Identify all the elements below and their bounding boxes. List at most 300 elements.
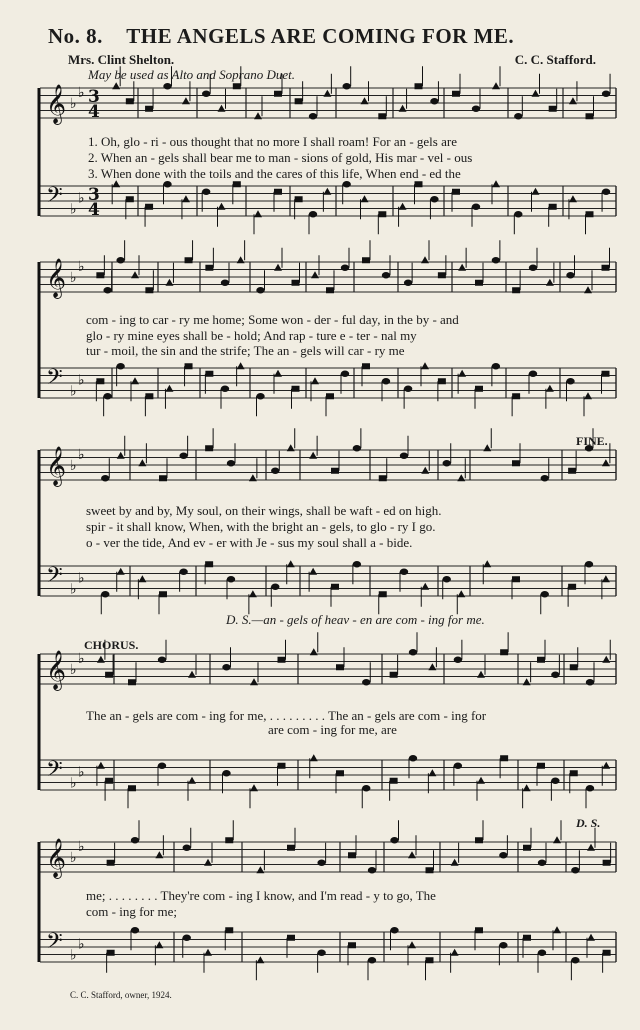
treble-clef-icon: 𝄞 <box>46 84 67 124</box>
note-head <box>310 648 318 655</box>
note-head <box>331 468 339 474</box>
note-head <box>483 444 491 451</box>
note-head <box>331 584 339 590</box>
note-head <box>541 475 549 481</box>
note-head <box>586 113 594 119</box>
note-head <box>602 91 610 97</box>
note-head <box>155 941 163 948</box>
lyric-text: glo - ry mine eyes shall be - hold; And rap - ture e - ter - nal my <box>86 328 417 343</box>
lyric-text: com - ing for me; <box>86 904 177 919</box>
note-head <box>204 949 212 956</box>
note-head <box>295 196 303 202</box>
note-head <box>426 957 434 963</box>
flat-icon: ♭ <box>70 270 77 286</box>
note-head <box>287 935 295 941</box>
lyric-line <box>0 904 640 922</box>
note-head <box>523 678 531 685</box>
note-head <box>399 203 407 210</box>
note-head <box>475 386 483 392</box>
note-head <box>138 459 146 466</box>
note-head <box>602 575 610 582</box>
note-head <box>514 113 522 119</box>
note-head <box>603 950 611 956</box>
note-head <box>602 459 610 466</box>
note-head <box>256 393 264 399</box>
note-head <box>378 211 386 217</box>
note-head <box>295 98 303 104</box>
note-head <box>287 845 295 851</box>
lyric-text: The an - gels are com - ing for me, . . . . . . . . . The an - gels are com - ing for <box>86 708 487 723</box>
note-head <box>237 256 245 263</box>
note-head <box>546 279 554 286</box>
note-head <box>309 452 317 459</box>
note-head <box>204 859 212 866</box>
note-head <box>218 203 226 210</box>
note-head <box>227 576 235 582</box>
note-head <box>271 584 279 590</box>
note-head <box>400 569 408 575</box>
note-head <box>103 287 111 293</box>
note-head <box>382 378 390 384</box>
note-head <box>514 211 522 217</box>
note-head <box>492 82 500 89</box>
lyric-text: o - ver the tide, And ev - er with Je - sus my soul shall a - bide. <box>86 535 413 550</box>
hymn-number: No. 8. <box>48 24 103 48</box>
note-head <box>538 950 546 956</box>
note-head <box>105 672 113 678</box>
note-head <box>138 575 146 582</box>
note-head <box>390 927 398 933</box>
lyric-text: 1. Oh, glo - ri - ous thought that no more I shall roam! For an - gels are <box>88 134 457 149</box>
note-head <box>323 188 331 195</box>
bass-clef-icon: 𝄢 <box>46 365 63 395</box>
note-head <box>112 82 120 89</box>
note-head <box>101 475 109 481</box>
note-head <box>549 204 557 210</box>
note-head <box>183 935 191 941</box>
note-head <box>158 763 166 769</box>
flat-icon: ♭ <box>78 936 85 953</box>
note-head <box>428 769 436 776</box>
lyric-line <box>0 535 640 553</box>
note-head <box>553 926 561 933</box>
note-head <box>101 591 109 597</box>
note-head <box>292 280 300 286</box>
note-head <box>278 763 286 769</box>
lyric-text: 3. When done with the toils and the cares of this life, When end - ed the <box>88 166 461 181</box>
note-head <box>271 468 279 474</box>
note-head <box>131 927 139 933</box>
note-head <box>438 378 446 384</box>
note-head <box>323 90 331 97</box>
note-head <box>254 210 262 217</box>
note-head <box>585 561 593 567</box>
note-head <box>451 859 459 866</box>
note-head <box>145 204 153 210</box>
note-head <box>274 370 282 377</box>
note-head <box>390 778 398 784</box>
note-head <box>499 942 507 948</box>
note-head <box>512 460 520 466</box>
flat-icon: ♭ <box>70 201 77 218</box>
note-head <box>586 211 594 217</box>
note-head <box>458 264 466 271</box>
note-head <box>188 671 196 678</box>
note-head <box>163 83 171 89</box>
note-head <box>222 770 230 776</box>
note-head <box>311 271 319 278</box>
note-head <box>499 852 507 858</box>
flat-icon: ♭ <box>70 850 77 866</box>
note-head <box>586 785 594 791</box>
note-head <box>428 663 436 670</box>
note-head <box>570 664 578 670</box>
note-head <box>500 649 508 655</box>
note-head <box>131 377 139 384</box>
note-head <box>254 112 262 119</box>
note-head <box>404 386 412 392</box>
note-head <box>97 656 105 663</box>
note-head <box>287 560 295 567</box>
note-head <box>361 97 369 104</box>
note-head <box>426 867 434 873</box>
chorus-marker: CHORUS. <box>84 638 139 652</box>
note-head <box>408 941 416 948</box>
note-head <box>458 370 466 377</box>
bass-clef-icon: 𝄢 <box>46 183 63 213</box>
flat-icon: ♭ <box>78 190 85 207</box>
note-head <box>103 393 111 399</box>
note-head <box>409 649 417 655</box>
note-head <box>569 195 577 202</box>
note-head <box>131 837 139 843</box>
lyric-text: sweet by and by, My soul, on their wings, shall be waft - ed on high. <box>86 503 442 518</box>
note-head <box>96 378 104 384</box>
lyric-text: tur - moil, the sin and the strife; The an - gels will car - ry me <box>86 343 405 358</box>
treble-clef-icon: 𝄞 <box>46 258 67 298</box>
note-head <box>353 445 361 451</box>
note-head <box>400 453 408 459</box>
note-head <box>292 386 300 392</box>
note-head <box>529 371 537 377</box>
note-head <box>368 867 376 873</box>
note-head <box>116 257 124 263</box>
note-head <box>472 204 480 210</box>
time-signature-digit: 3 <box>88 185 100 205</box>
lyric-line <box>0 722 640 740</box>
note-head <box>569 97 577 104</box>
flat-icon: ♭ <box>70 947 77 964</box>
flat-icon: ♭ <box>70 458 77 474</box>
note-head <box>492 363 500 369</box>
note-head <box>348 942 356 948</box>
note-head <box>362 785 370 791</box>
note-head <box>362 363 370 369</box>
note-head <box>116 363 124 369</box>
copyright-footer: C. C. Stafford, owner, 1924. <box>70 990 172 1000</box>
bass-clef-icon: 𝄢 <box>46 563 63 593</box>
flat-icon: ♭ <box>70 775 77 792</box>
note-head <box>570 770 578 776</box>
lyric-text: spir - it shall know, When, with the bright an - gels, to glo - ry I go. <box>86 519 436 534</box>
note-head <box>566 378 574 384</box>
note-head <box>368 957 376 963</box>
flat-icon: ♭ <box>70 662 77 678</box>
note-head <box>421 362 429 369</box>
note-head <box>587 934 595 941</box>
note-head <box>529 265 537 271</box>
note-head <box>568 584 576 590</box>
note-head <box>145 393 153 399</box>
note-head <box>274 91 282 97</box>
flat-icon: ♭ <box>78 446 85 463</box>
note-head <box>452 91 460 97</box>
note-head <box>97 762 105 769</box>
flat-icon: ♭ <box>78 764 85 781</box>
note-head <box>310 754 318 761</box>
note-head <box>454 657 462 663</box>
note-head <box>126 98 134 104</box>
note-head <box>274 189 282 195</box>
note-head <box>390 837 398 843</box>
flat-icon: ♭ <box>70 96 77 112</box>
note-head <box>128 679 136 685</box>
note-head <box>603 860 611 866</box>
note-head <box>549 106 557 112</box>
note-head <box>159 475 167 481</box>
note-head <box>602 762 610 769</box>
time-signature-digit: 4 <box>88 200 100 220</box>
ds-lyric-line <box>0 612 640 630</box>
flat-icon: ♭ <box>78 84 85 101</box>
note-head <box>430 196 438 202</box>
note-head <box>311 377 319 384</box>
note-head <box>317 950 325 956</box>
lyricist-credit: Mrs. Clint Shelton. <box>68 52 175 67</box>
flat-icon: ♭ <box>78 570 85 587</box>
flat-icon: ♭ <box>78 838 85 855</box>
time-signature-digit: 3 <box>88 87 100 107</box>
note-head <box>430 98 438 104</box>
note-head <box>233 83 241 89</box>
note-head <box>602 265 610 271</box>
performance-note: May be used as Alto and Soprano Duet. <box>88 67 296 82</box>
note-head <box>409 755 417 761</box>
note-head <box>362 679 370 685</box>
note-head <box>341 371 349 377</box>
note-head <box>96 272 104 278</box>
flat-icon: ♭ <box>78 650 85 667</box>
note-head <box>182 97 190 104</box>
note-head <box>131 271 139 278</box>
note-head <box>546 385 554 392</box>
note-head <box>237 362 245 369</box>
note-head <box>326 287 334 293</box>
note-head <box>512 576 520 582</box>
note-head <box>165 385 173 392</box>
note-head <box>390 672 398 678</box>
note-head <box>205 445 213 451</box>
note-head <box>249 474 257 481</box>
note-head <box>117 568 125 575</box>
note-head <box>586 679 594 685</box>
note-head <box>551 778 559 784</box>
note-head <box>538 860 546 866</box>
note-head <box>128 785 136 791</box>
note-head <box>378 113 386 119</box>
note-head <box>202 91 210 97</box>
note-head <box>475 837 483 843</box>
note-head <box>256 287 264 293</box>
note-head <box>571 957 579 963</box>
note-head <box>227 460 235 466</box>
note-head <box>348 852 356 858</box>
note-head <box>249 590 257 597</box>
note-head <box>225 927 233 933</box>
note-head <box>483 560 491 567</box>
composer-credit: C. C. Stafford. <box>514 52 596 67</box>
note-head <box>361 195 369 202</box>
note-head <box>472 106 480 112</box>
note-head <box>225 837 233 843</box>
note-head <box>566 272 574 278</box>
note-head <box>537 657 545 663</box>
note-head <box>379 475 387 481</box>
note-head <box>205 371 213 377</box>
note-head <box>454 763 462 769</box>
note-head <box>457 590 465 597</box>
note-head <box>353 561 361 567</box>
note-head <box>584 286 592 293</box>
note-head <box>523 784 531 791</box>
note-head <box>218 105 226 112</box>
note-head <box>602 656 610 663</box>
note-head <box>532 188 540 195</box>
note-head <box>584 392 592 399</box>
note-head <box>221 386 229 392</box>
note-head <box>205 561 213 567</box>
note-head <box>551 672 559 678</box>
note-head <box>287 444 295 451</box>
note-head <box>342 83 350 89</box>
note-head <box>379 591 387 597</box>
note-head <box>336 770 344 776</box>
note-head <box>404 280 412 286</box>
hymn-title: THE ANGELS ARE COMING FOR ME. <box>126 24 515 48</box>
note-head <box>256 956 264 963</box>
note-head <box>382 272 390 278</box>
note-head <box>185 363 193 369</box>
bass-clef-icon: 𝄢 <box>46 929 63 959</box>
treble-clef-icon: 𝄞 <box>46 838 67 878</box>
note-head <box>222 664 230 670</box>
note-head <box>408 851 416 858</box>
fine-marker: FINE. <box>576 434 608 448</box>
note-head <box>477 671 485 678</box>
note-head <box>309 113 317 119</box>
note-head <box>182 195 190 202</box>
note-head <box>443 460 451 466</box>
note-head <box>475 280 483 286</box>
note-head <box>421 467 429 474</box>
note-head <box>537 763 545 769</box>
ds-lyric-text: D. S.—an - gels of heav - en are com - ing for me. <box>226 612 485 627</box>
note-head <box>443 576 451 582</box>
note-head <box>399 105 407 112</box>
note-head <box>523 845 531 851</box>
note-head <box>309 568 317 575</box>
note-head <box>602 371 610 377</box>
treble-clef-icon: 𝄞 <box>46 650 67 690</box>
flat-icon: ♭ <box>78 372 85 389</box>
note-head <box>571 867 579 873</box>
note-head <box>492 257 500 263</box>
note-head <box>278 657 286 663</box>
note-head <box>107 860 115 866</box>
note-head <box>326 393 334 399</box>
note-head <box>336 664 344 670</box>
note-head <box>438 272 446 278</box>
note-head <box>126 196 134 202</box>
note-head <box>317 860 325 866</box>
note-head <box>155 851 163 858</box>
note-head <box>158 657 166 663</box>
note-head <box>250 678 258 685</box>
note-head <box>309 211 317 217</box>
note-head <box>145 106 153 112</box>
note-head <box>568 468 576 474</box>
note-head <box>117 452 125 459</box>
note-head <box>415 83 423 89</box>
note-head <box>477 777 485 784</box>
note-head <box>500 755 508 761</box>
note-head <box>188 777 196 784</box>
note-head <box>451 949 459 956</box>
lyric-text: are com - ing for me, are <box>268 722 397 737</box>
note-head <box>362 257 370 263</box>
note-head <box>457 474 465 481</box>
note-head <box>202 189 210 195</box>
note-head <box>179 453 187 459</box>
note-head <box>523 935 531 941</box>
flat-icon: ♭ <box>78 258 85 275</box>
flat-icon: ♭ <box>70 581 77 598</box>
treble-clef-icon: 𝄞 <box>46 446 67 486</box>
note-head <box>221 280 229 286</box>
lyric-line <box>0 343 640 361</box>
note-head <box>105 778 113 784</box>
note-head <box>165 279 173 286</box>
note-head <box>553 836 561 843</box>
note-head <box>421 583 429 590</box>
note-head <box>587 844 595 851</box>
bass-clef-icon: 𝄢 <box>46 757 63 787</box>
note-head <box>541 591 549 597</box>
note-head <box>452 189 460 195</box>
lyric-text: com - ing to car - ry me home; Some won - der - ful day, in the by - and <box>86 312 459 327</box>
time-signature-digit: 4 <box>88 102 100 122</box>
note-head <box>145 287 153 293</box>
note-head <box>341 265 349 271</box>
flat-icon: ♭ <box>70 383 77 400</box>
note-head <box>205 265 213 271</box>
note-head <box>159 591 167 597</box>
note-head <box>532 90 540 97</box>
note-head <box>512 287 520 293</box>
note-head <box>179 569 187 575</box>
note-head <box>185 257 193 263</box>
note-head <box>256 866 264 873</box>
